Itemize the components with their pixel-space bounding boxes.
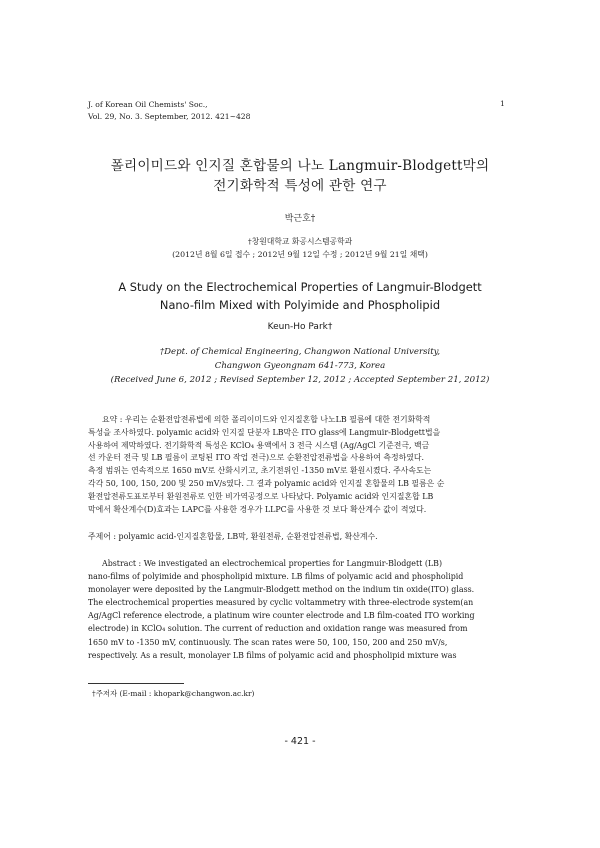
- corresponding-author-footnote: †주저자 (E-mail : khopark@changwon.ac.kr): [92, 689, 255, 698]
- title-english-line2: Nano-film Mixed with Polyimide and Phospholipid: [159, 298, 441, 312]
- journal-citation: [88, 99, 250, 123]
- title-english: [60, 278, 540, 314]
- abstract-english: [88, 557, 512, 662]
- affiliation-english-dept: †Dept. of Chemical Engineering, Changwon National University,: [159, 347, 441, 357]
- abstract-english-line: electrode) in KClO₄ solution. The current of reduction and oxidation range was measured from: [88, 624, 468, 634]
- title-korean: [60, 156, 540, 196]
- abstract-english-line: respectively. As a result, monolayer LB films of polyamic acid and phospholipid mixture was: [88, 650, 457, 660]
- abstract-english-line: nano-films of polyimide and phospholipid mixture. LB films of polyamic acid and phospholipid: [88, 572, 464, 582]
- abstract-english-line: Ag/AgCl reference electrode, a platinum wire counter electrode and LB film-coated ITO working: [88, 611, 475, 621]
- author-english: Keun-Ho Park†: [267, 322, 333, 332]
- header-page-number: 1: [500, 99, 505, 108]
- abstract-korean: [88, 414, 512, 516]
- abstract-english-line: Abstract : We investigated an electrochemical properties for Langmuir-Blodgett (LB): [102, 559, 443, 568]
- received-dates-english: (Received June 6, 2012 ; Revised September 12, 2012 ; Accepted September 21, 2012): [110, 375, 490, 385]
- title-korean-line2: 전기화학적 특성에 관한 연구: [213, 178, 387, 194]
- abstract-english-line: 1650 mV to -1350 mV, continuously. The scan rates were 50, 100, 150, 200 and 250 mV/s,: [88, 637, 448, 647]
- author-korean: 박근호†: [284, 214, 316, 224]
- abstract-korean-line: 사용하여 제막하였다. 전기화학적 특성은 KClO₄ 용액에서 3 전극 시스템 (Ag/AgCl 기준전극, 백금: [88, 440, 430, 450]
- affiliation-english: [60, 345, 540, 387]
- abstract-korean-line: 특성을 조사하였다. polyamic acid와 인지질 단분자 LB막은 ITO glass에 Langmuir-Blodgett법을: [88, 427, 441, 437]
- journal-name: J. of Korean Oil Chemists' Soc.,: [88, 100, 208, 109]
- abstract-korean-line: 요약 : 우리는 순환전압전류법에 의한 폴리이미드와 인지질혼합 나노LB 필름에 대한 전기화학적: [102, 415, 431, 424]
- abstract-korean-line: 측정 범위는 연속적으로 1650 mV로 산화시키고, 초기전위인 -1350 mV로 환원시켰다. 주사속도는: [88, 466, 432, 476]
- abstract-korean-line: 선 카운터 전극 및 LB 필름이 코팅된 ITO 작업 전극)으로 순환전압전류법을 사용하여 측정하였다.: [88, 453, 424, 463]
- journal-volume: Vol. 29, No. 3. September, 2012. 421~428: [88, 112, 251, 121]
- title-korean-line1: 폴리이미드와 인지질 혼합물의 나노 Langmuir-Blodgett막의: [110, 158, 490, 174]
- title-english-line1: A Study on the Electrochemical Properties of Langmuir-Blodgett: [118, 280, 482, 294]
- affiliation-english-address: Changwon Gyeongnam 641-773, Korea: [214, 361, 386, 371]
- abstract-english-line: The electrochemical properties measured by cyclic voltammetry with three-electrode system(an: [88, 598, 474, 608]
- affiliation-korean: [60, 235, 540, 261]
- abstract-korean-line: 각각 50, 100, 150, 200 및 250 mV/s였다. 그 결과 polyamic acid와 인지질 혼합물의 LB 필름은 순: [88, 478, 445, 488]
- abstract-english-line: monolayer were deposited by the Langmuir-Blodgett method on the indium tin oxide(ITO) glass.: [88, 585, 475, 595]
- affiliation-korean-dept: †창원대학교 화공시스템공학과: [247, 237, 353, 246]
- keywords: 주제어 : polyamic acid-인지질혼합물, LB막, 환원전류, 순환전압전류법, 확산계수.: [88, 532, 378, 541]
- footnote-divider: [88, 683, 184, 684]
- abstract-korean-line: 막에서 확산계수(D)효과는 LAPC를 사용한 경우가 LLPC를 사용한 것 보다 확산계수 값이 적었다.: [88, 504, 427, 514]
- abstract-korean-line: 환전압전류도표로부터 환원전류로 인한 비가역공정으로 나타났다. Polyamic acid와 인지질혼합 LB: [88, 491, 434, 501]
- received-dates-korean: (2012년 8월 6일 접수 ; 2012년 9월 12일 수정 ; 2012년 9월 21일 채택): [172, 250, 428, 259]
- footer-page-number: - 421 -: [284, 736, 316, 747]
